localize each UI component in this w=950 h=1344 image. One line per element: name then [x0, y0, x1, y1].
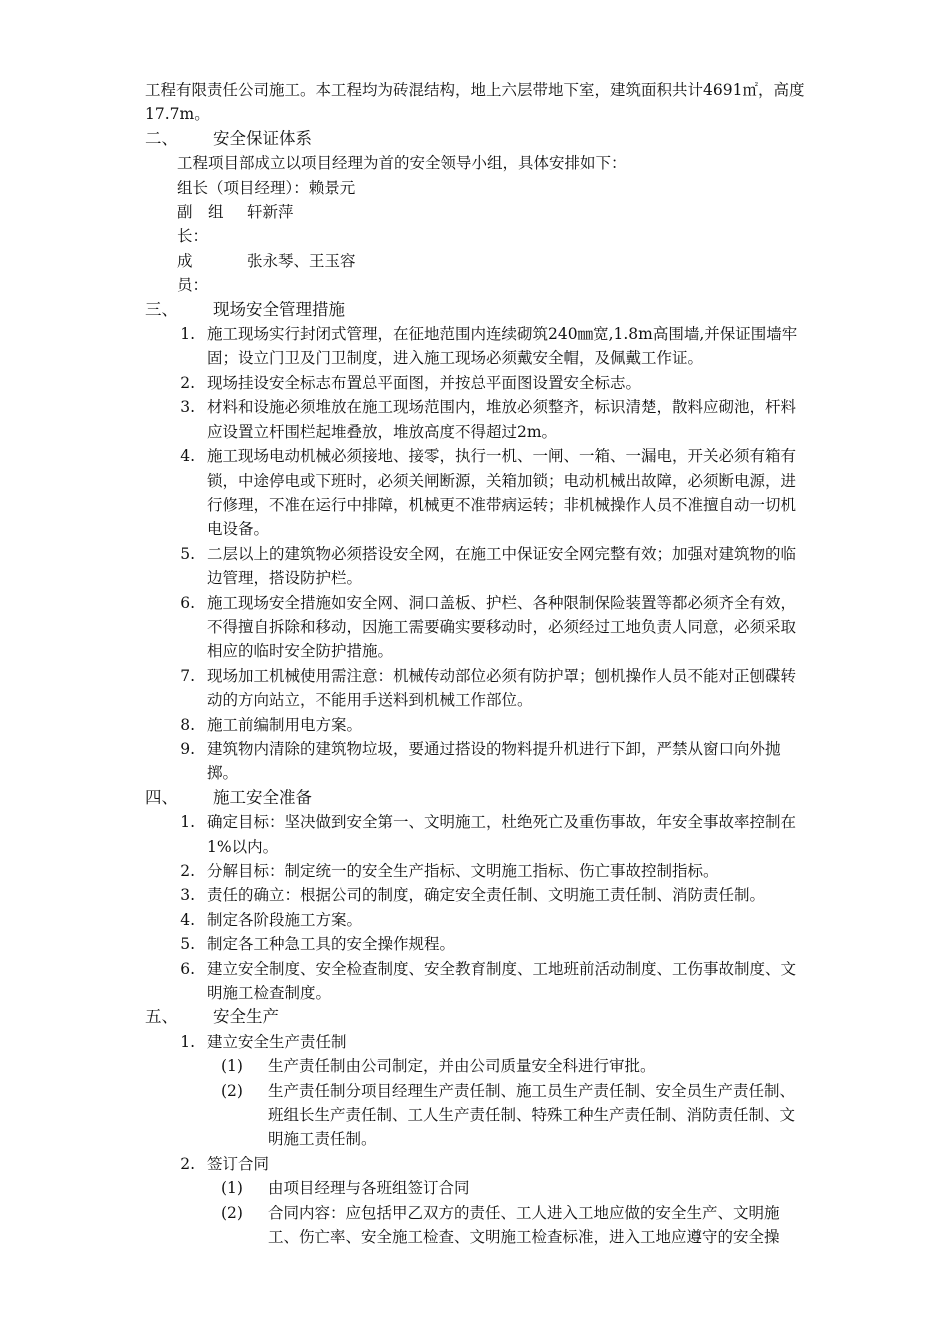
list-text: 建立安全制度、安全检查制度、安全教育制度、工地班前活动制度、工伤事故制度、文明施工检查制度。: [207, 959, 797, 1003]
list-item: [145, 713, 810, 737]
list-item: [145, 883, 810, 907]
list-text: 建立安全生产责任制: [207, 1032, 347, 1051]
list-number: 1.: [180, 813, 195, 832]
list-number: 4.: [180, 910, 195, 929]
list-text: 确定目标：坚决做到安全第一、文明施工，杜绝死亡及重伤事故，年安全事故率控制在1%以内。: [207, 813, 797, 856]
list-text: 施工现场安全措施如安全网、洞口盖板、护栏、各种限制保险装置等都必须齐全有效，不得擅自拆除和移动，因施工需要确实要移动时，必须经过工地负责人同意，必须采取相应的临时安全防护措施。: [207, 593, 797, 661]
list-number: 7.: [180, 666, 195, 685]
list-item: [145, 908, 810, 932]
deputy-label: 副 组 长：: [177, 203, 240, 246]
list-number: 6.: [180, 959, 195, 978]
list-number: 6.: [180, 593, 195, 612]
list-text: 材料和设施必须堆放在施工现场范围内，堆放必须整齐，标识清楚，散料应砌池，杆料应设置立杆围栏起堆叠放，堆放高度不得超过2m。: [207, 398, 797, 441]
leader-line: 组长（项目经理）：赖景元: [177, 178, 356, 197]
sub-list-item: [145, 1079, 810, 1152]
section-number: 五、: [145, 1007, 178, 1027]
member-line: [145, 249, 810, 298]
list-item: [145, 737, 810, 786]
list-item: [145, 1152, 810, 1176]
list-number: 5.: [180, 935, 195, 954]
list-number: 1.: [180, 1032, 195, 1051]
list-text: 施工现场实行封闭式管理，在征地范围内连续砌筑240㎜宽,1.8m高围墙,并保证围墙牢固；设立门卫及门卫制度，进入施工现场必须戴安全帽，及佩戴工作证。: [207, 325, 798, 368]
sub-list-number: (1): [221, 1057, 243, 1076]
section-2-lead: 工程项目部成立以项目经理为首的安全领导小组，具体安排如下：: [177, 154, 627, 173]
list-text: 现场挂设安全标志布置总平面图，并按总平面图设置安全标志。: [207, 373, 642, 392]
list-text: 现场加工机械使用需注意：机械传动部位必须有防护罩；刨机操作人员不能对正刨碟转动的方向站立，不能用手送料到机械工作部位。: [207, 666, 797, 710]
list-item: [145, 1030, 810, 1054]
list-text: 制定各工种急工具的安全操作规程。: [207, 935, 456, 954]
list-number: 3.: [180, 398, 195, 417]
sub-list-number: (2): [221, 1203, 243, 1222]
list-item: [145, 591, 810, 664]
section-number: 三、: [145, 299, 178, 319]
intro-paragraph: 工程有限责任公司施工。本工程均为砖混结构，地上六层带地下室，建筑面积共计4691㎡，高度17.7m。: [145, 81, 805, 124]
section-5-heading: [145, 1005, 810, 1029]
sub-list-text: 生产责任制由公司制定，并由公司质量安全科进行审批。: [268, 1057, 656, 1076]
section-number: 二、: [145, 128, 178, 148]
list-number: 8.: [180, 715, 195, 734]
list-item: [145, 371, 810, 395]
list-number: 2.: [180, 1154, 195, 1173]
sub-list-number: (2): [221, 1081, 243, 1100]
list-number: 9.: [180, 739, 195, 758]
sub-list-item: [145, 1201, 810, 1250]
list-item: [145, 322, 810, 371]
list-text: 施工现场电动机械必须接地、接零，执行一机、一闸、一箱、一漏电，开关必须有箱有锁，中途停电或下班时，必须关闸断源，关箱加锁；电动机械出故障，必须断电源，进行修理，不准在运行中排障，机械更不准带病运转；非机械操作人员不准擅自动一切机电设备。: [207, 447, 797, 539]
section-title: 现场安全管理措施: [213, 299, 345, 319]
section-number: 四、: [145, 787, 178, 807]
section-title: 安全保证体系: [213, 128, 312, 148]
list-text: 施工前编制用电方案。: [207, 715, 363, 734]
member-value: 张永琴、王玉容: [247, 251, 356, 270]
list-text: 分解目标：制定统一的安全生产指标、文明施工指标、伤亡事故控制指标。: [207, 862, 719, 880]
list-item: [145, 859, 810, 883]
list-number: 5.: [180, 544, 195, 563]
section-3-heading: [145, 298, 810, 322]
list-number: 4.: [180, 447, 195, 466]
list-number: 2.: [180, 862, 195, 880]
document-page: [145, 78, 810, 1250]
deputy-line: [145, 200, 810, 249]
sub-list-text: 生产责任制分项目经理生产责任制、施工员生产责任制、安全员生产责任制、班组长生产责任制、工人生产责任制、特殊工种生产责任制、消防责任制、文明施工责任制。: [268, 1081, 796, 1149]
list-text: 建筑物内清除的建筑物垃圾，要通过搭设的物料提升机进行下卸，严禁从窗口向外抛掷。: [207, 739, 781, 783]
list-item: [145, 664, 810, 713]
list-number: 1.: [180, 325, 195, 344]
list-text: 制定各阶段施工方案。: [207, 910, 363, 929]
section-2-heading: [145, 127, 810, 151]
list-number: 2.: [180, 373, 195, 392]
sub-list-text: 合同内容：应包括甲乙双方的责任、工人进入工地应做的安全生产、文明施工、伤亡率、安全施工检查、文明施工检查标准，进入工地应遵守的安全操: [268, 1203, 780, 1247]
list-item: [145, 444, 810, 542]
list-text: 责任的确立：根据公司的制度，确定安全责任制、文明施工责任制、消防责任制。: [207, 886, 766, 905]
sub-list-text: 由项目经理与各班组签订合同: [268, 1179, 470, 1198]
list-item: [145, 395, 810, 444]
section-title: 施工安全准备: [213, 787, 312, 807]
list-number: 3.: [180, 886, 195, 905]
sub-list-item: [145, 1176, 810, 1200]
list-item: [145, 542, 810, 591]
list-text: 签订合同: [207, 1154, 270, 1173]
list-item: [145, 810, 810, 859]
list-item: [145, 957, 810, 1006]
member-label: 成 员：: [177, 251, 240, 295]
section-4-heading: [145, 786, 810, 810]
sub-list-number: (1): [221, 1179, 243, 1198]
list-text: 二层以上的建筑物必须搭设安全网，在施工中保证安全网完整有效；加强对建筑物的临边管理，搭设防护栏。: [207, 544, 797, 588]
section-title: 安全生产: [213, 1007, 279, 1027]
deputy-value: 轩新萍: [247, 203, 294, 222]
list-item: [145, 932, 810, 956]
sub-list-item: [145, 1054, 810, 1078]
